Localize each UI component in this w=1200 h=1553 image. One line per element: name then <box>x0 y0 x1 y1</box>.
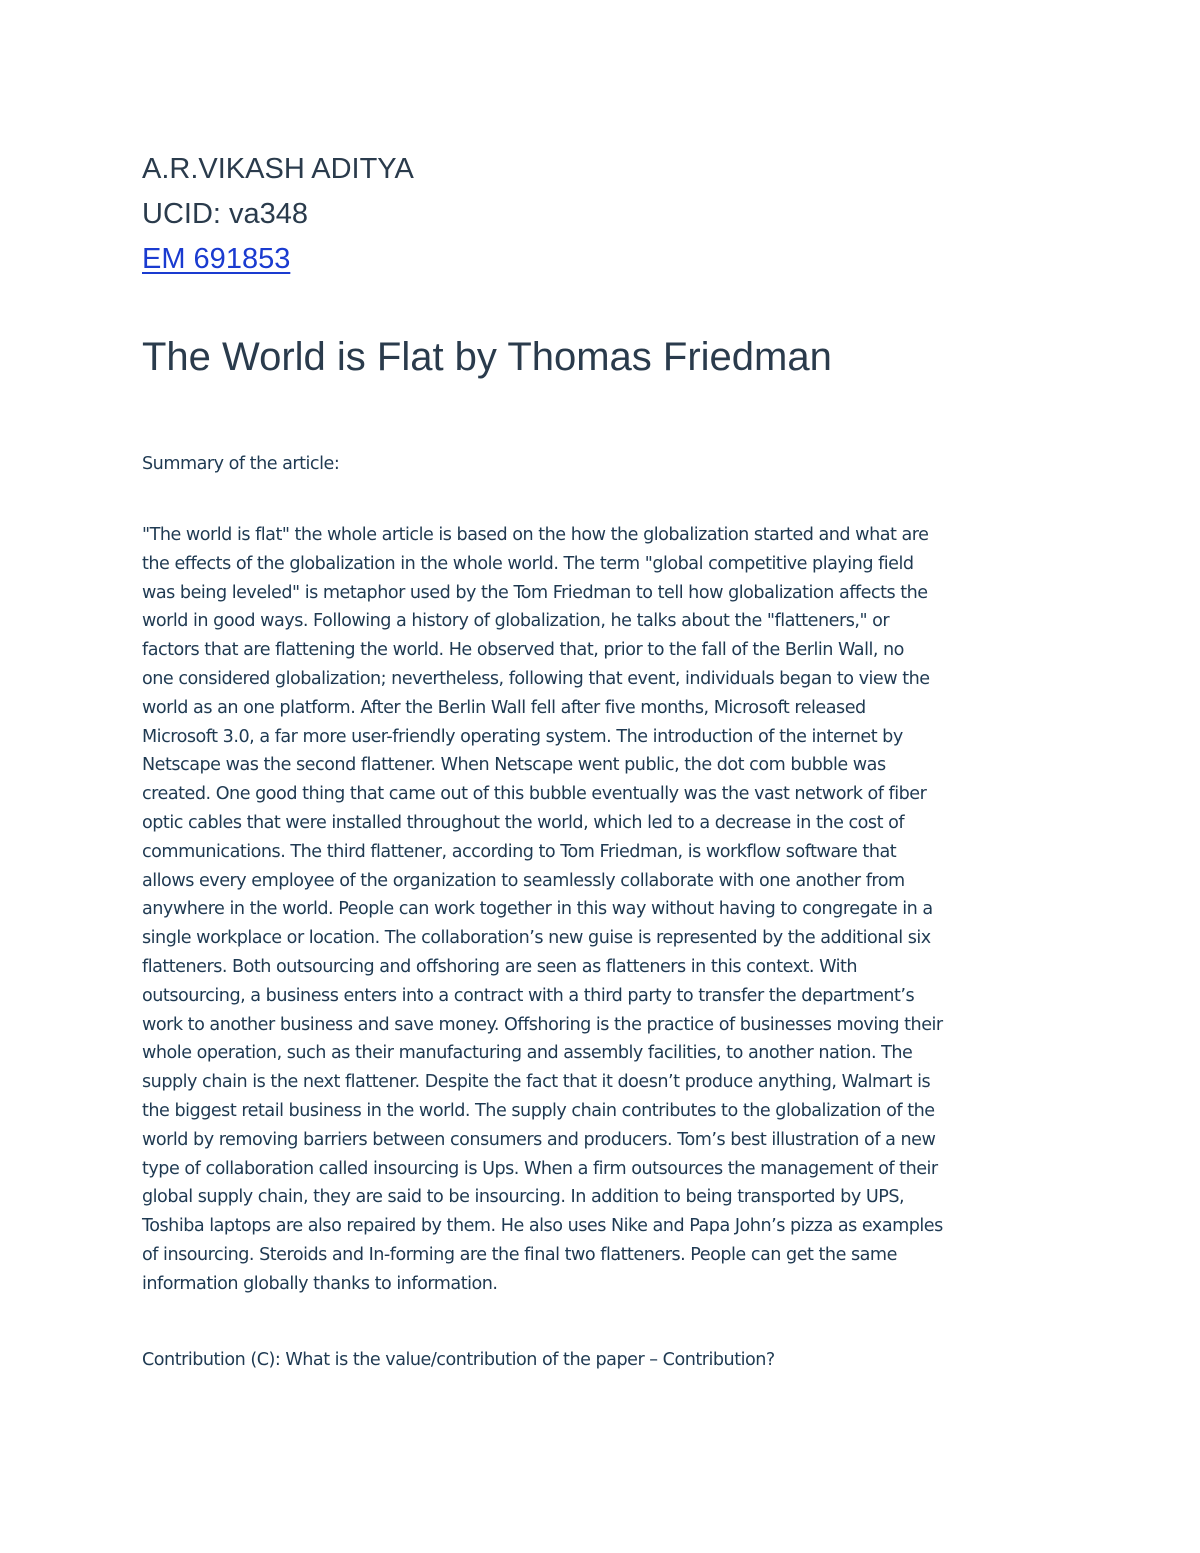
summary-line: type of collaboration called insourcing is Ups. When a firm outsources the management of their <box>142 1158 938 1179</box>
summary-line: world as an one platform. After the Berlin Wall fell after five months, Microsoft released <box>142 697 866 718</box>
summary-line: single workplace or location. The collaboration’s new guise is represented by the additional six <box>142 928 931 949</box>
summary-line: anywhere in the world. People can work together in this way without having to congregate in a <box>142 899 933 920</box>
summary-line: world in good ways. Following a history of globalization, he talks about the "flatteners," or <box>142 611 890 632</box>
summary-line: Toshiba laptops are also repaired by them. He also uses Nike and Papa John’s pizza as examples <box>142 1216 943 1237</box>
summary-line: the effects of the globalization in the whole world. The term "global competitive playing field <box>142 553 914 574</box>
summary-line: flatteners. Both outsourcing and offshoring are seen as flatteners in this context. With <box>142 956 858 977</box>
summary-heading: Summary of the article: <box>142 454 340 474</box>
summary-line: factors that are flattening the world. He observed that, prior to the fall of the Berlin Wall, no <box>142 640 904 661</box>
summary-line: Microsoft 3.0, a far more user-friendly operating system. The introduction of the internet by <box>142 726 903 747</box>
summary-line: was being leveled" is metaphor used by the Tom Friedman to tell how globalization affects the <box>142 582 928 603</box>
summary-line: of insourcing. Steroids and In-forming are the final two flatteners. People can get the same <box>142 1244 897 1265</box>
summary-line: "The world is flat" the whole article is based on the how the globalization started and what are <box>142 525 929 545</box>
summary-line: information globally thanks to information. <box>142 1273 498 1294</box>
summary-paragraph <box>142 521 1082 1299</box>
summary-line: one considered globalization; nevertheless, following that event, individuals began to view the <box>142 668 930 689</box>
summary-line: global supply chain, they are said to be insourcing. In addition to being transported by UPS, <box>142 1187 905 1208</box>
summary-line: created. One good thing that came out of this bubble eventually was the vast network of fiber <box>142 784 927 805</box>
document-title: The World is Flat by Thomas Friedman <box>142 335 832 379</box>
summary-line: communications. The third flattener, according to Tom Friedman, is workflow software that <box>142 841 897 862</box>
summary-line: outsourcing, a business enters into a contract with a third party to transfer the department’s <box>142 985 915 1006</box>
summary-line: Netscape was the second flattener. When Netscape went public, the dot com bubble was <box>142 755 886 776</box>
author-name: A.R.VIKASH ADITYA <box>142 153 414 185</box>
ucid-line: UCID: va348 <box>142 198 309 230</box>
summary-line: world by removing barriers between consumers and producers. Tom’s best illustration of a new <box>142 1129 936 1150</box>
summary-line: whole operation, such as their manufacturing and assembly facilities, to another nation. The <box>142 1043 913 1064</box>
summary-line: optic cables that were installed throughout the world, which led to a decrease in the cost of <box>142 812 905 833</box>
course-link[interactable]: EM 691853 <box>142 243 291 275</box>
summary-line: work to another business and save money. Offshoring is the practice of businesses moving their <box>142 1014 943 1035</box>
summary-line: the biggest retail business in the world. The supply chain contributes to the globalization of the <box>142 1100 935 1121</box>
summary-line: supply chain is the next flattener. Despite the fact that it doesn’t produce anything, Walmart is <box>142 1072 931 1093</box>
summary-line: allows every employee of the organization to seamlessly collaborate with one another from <box>142 870 905 891</box>
contribution-heading: Contribution (C): What is the value/contribution of the paper – Contribution? <box>142 1350 775 1370</box>
